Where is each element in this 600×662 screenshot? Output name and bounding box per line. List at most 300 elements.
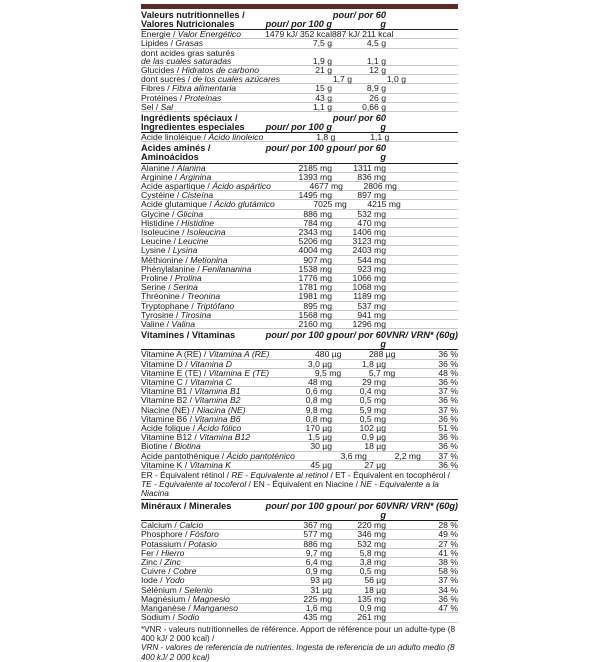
amino-header — [141, 144, 458, 163]
row-label-fr: Magnésium / — [141, 594, 190, 604]
table-row — [141, 320, 458, 329]
value-per-60g: 3123 mg — [332, 237, 386, 245]
special-col1-header: pour/ por 100 g — [260, 123, 332, 132]
value-vnr: 27 % — [386, 540, 458, 548]
row-label-fr: Alanine / — [141, 163, 174, 173]
value-per-100g: 3,0 µg — [260, 360, 332, 368]
row-label-fr: Méthionine / — [141, 255, 188, 265]
value-per-100g: 0,8 mg — [260, 415, 332, 423]
row-label — [141, 49, 260, 65]
minerals-title: Minéraux / Minerales — [141, 502, 260, 519]
value-vnr: 36 % — [386, 442, 458, 450]
row-label — [141, 424, 260, 432]
row-label-fr: Leucine / — [141, 236, 176, 246]
row-label-fr: Cuivre / — [141, 566, 171, 576]
value-vnr: 36 % — [386, 378, 458, 386]
value-vnr: 37 % — [386, 387, 458, 395]
row-label — [141, 164, 260, 172]
row-label-fr: Phénylalanine / — [141, 264, 200, 274]
row-label-es: Manganeso — [193, 603, 238, 613]
value-per-100g: 7,5 g — [260, 39, 332, 47]
vitamins-col3-header: VNR/ VRN* (60g) — [386, 331, 458, 348]
value-per-60g: 887 kJ/ 211 kcal — [332, 30, 393, 38]
amino-title: Acides aminés / Aminoácidos — [141, 144, 260, 161]
value-per-100g: 9,8 mg — [260, 406, 332, 414]
row-label-fr: Vitamine E (TE) / — [141, 368, 206, 378]
vitamins-equivalents-note: ER - Équivalent rétinol / RE - Equivalente al retinol / ET - Équivalent en tocophérol / TE - Equivalente al tocoferol / EN - Équivalent en Niacine / NE - Equivalente a la Niacina — [141, 470, 458, 500]
row-label — [141, 237, 260, 245]
footnote-line-1: *VNR - valeurs nutritionnelles de référence. Apport de référence pour un adulte-type (8 400 kJ/ 2 000 kcal) / — [141, 625, 458, 644]
row-label-es: Fósforo — [190, 529, 219, 539]
row-label-fr: Thréonine / — [141, 291, 184, 301]
row-label — [141, 84, 260, 92]
table-row — [141, 103, 458, 112]
row-label-es: Treonina — [187, 291, 220, 301]
nutrition-col1-header: pour/ por 100 g — [260, 20, 332, 29]
row-label — [141, 200, 275, 208]
row-label — [141, 406, 260, 414]
value-vnr — [386, 613, 458, 621]
row-label-es: Proteínas — [184, 93, 221, 103]
table-row — [141, 49, 458, 66]
value-per-60g: 1,8 µg — [332, 360, 386, 368]
row-label — [141, 66, 260, 74]
value-per-100g: 5206 mg — [260, 237, 332, 245]
value-per-100g: 1,7 g — [280, 75, 352, 83]
row-label-es: Magnesio — [193, 594, 230, 604]
value-per-60g: 1296 mg — [332, 320, 386, 328]
value-per-100g: 225 mg — [260, 595, 332, 603]
row-label-fr: Acide folique / — [141, 423, 195, 433]
value-per-100g: 0,9 mg — [260, 567, 332, 575]
row-label-fr: Protéines / — [141, 93, 182, 103]
value-per-60g: 897 mg — [332, 191, 386, 199]
row-label-fr: Biotine / — [141, 441, 172, 451]
nutrition-col2-header: pour/ por 60 g — [332, 11, 386, 28]
vitamins-rows — [141, 350, 458, 470]
row-label — [141, 265, 260, 273]
row-label — [141, 530, 260, 538]
row-label-fr: Glycine / — [141, 209, 174, 219]
row-label-fr: Histidine / — [141, 218, 179, 228]
value-vnr: 37 % — [421, 452, 458, 460]
value-per-60g: 1,1 g — [335, 133, 389, 141]
row-label — [141, 292, 260, 300]
value-per-60g: 1,0 g — [352, 75, 406, 83]
row-label-es: Potasio — [188, 539, 217, 549]
value-per-100g: 30 µg — [260, 442, 332, 450]
value-per-60g: 29 mg — [332, 378, 386, 386]
row-label-es: Ácido aspártico — [212, 181, 271, 191]
value-per-100g: 1,6 mg — [260, 604, 332, 612]
row-label-fr: Vitamine C / — [141, 377, 188, 387]
row-label — [141, 320, 260, 328]
row-label-es: Histidine — [181, 218, 214, 228]
row-label-es: Vitamina E (TE) — [209, 368, 270, 378]
value-per-100g: 6,4 mg — [260, 558, 332, 566]
value-per-100g: 170 µg — [260, 424, 332, 432]
value-per-100g: 9,7 mg — [260, 549, 332, 557]
special-title-fr: Ingrédients spéciaux / — [141, 114, 260, 123]
value-per-60g: 923 mg — [332, 265, 386, 273]
row-label — [141, 461, 260, 469]
value-per-100g: 2160 mg — [260, 320, 332, 328]
value-per-100g: 1,5 µg — [260, 433, 332, 441]
value-per-100g: 48 mg — [260, 378, 332, 386]
row-label-es: Sodio — [177, 612, 199, 622]
table-row — [141, 567, 458, 576]
row-label-fr: Niacine (NE) / — [141, 405, 194, 415]
value-vnr: 36 % — [386, 360, 458, 368]
row-label — [141, 369, 269, 377]
value-vnr: 37 % — [386, 576, 458, 584]
value-per-60g: 1,1 g — [332, 57, 386, 65]
value-per-60g: 0,9 mg — [332, 604, 386, 612]
vitamins-col1-header: pour/ por 100 g — [260, 331, 332, 348]
row-label-fr: Vitamine D / — [141, 359, 188, 369]
row-label-fr: Potassium / — [141, 539, 186, 549]
row-label-es: Hierro — [161, 548, 184, 558]
row-label-es: Ácido linoleico — [208, 132, 263, 142]
row-label — [141, 350, 269, 358]
value-per-100g: 886 mg — [260, 210, 332, 218]
value-per-60g: 532 mg — [332, 540, 386, 548]
value-per-100g: 1,9 g — [260, 57, 332, 65]
row-label — [141, 396, 260, 404]
value-per-60g: 135 mg — [332, 595, 386, 603]
value-per-60g: 220 mg — [332, 521, 386, 529]
value-per-60g: 12 g — [332, 66, 386, 74]
row-label-es: de los cuales azúcares — [193, 74, 280, 84]
row-label-es: Yodo — [165, 575, 185, 585]
value-per-60g: 1068 mg — [332, 283, 386, 291]
row-label — [141, 521, 260, 529]
minerals-rows — [141, 521, 458, 622]
value-per-100g: 3,6 mg — [295, 452, 367, 460]
value-per-100g: 1776 mg — [260, 274, 332, 282]
vitamins-title: Vitamines / Vitaminas — [141, 331, 260, 348]
nutrition-title-fr: Valeurs nutritionnelles / — [141, 11, 260, 20]
row-label — [141, 415, 260, 423]
row-label-fr: Serine / — [141, 282, 171, 292]
value-per-100g: 0,6 mg — [260, 387, 332, 395]
value-per-60g: 4215 mg — [347, 200, 401, 208]
row-label — [141, 75, 280, 83]
special-title-es: Ingredientes especiales — [141, 123, 260, 132]
row-label-fr: Calcium / — [141, 520, 177, 530]
value-per-60g: 5,7 mg — [341, 369, 395, 377]
row-label-fr: Vitamine B1 / — [141, 386, 192, 396]
value-per-100g: 4004 mg — [260, 246, 332, 254]
value-vnr: 51 % — [386, 424, 458, 432]
row-label — [141, 210, 260, 218]
row-label — [141, 219, 260, 227]
value-per-100g: 1781 mg — [260, 283, 332, 291]
row-label — [141, 182, 271, 190]
row-label — [141, 549, 260, 557]
value-per-100g: 21 g — [260, 66, 332, 74]
minerals-header — [141, 502, 458, 521]
row-label — [141, 442, 260, 450]
row-label-es: Prolina — [175, 273, 202, 283]
row-label-fr: Vitamine B2 / — [141, 395, 192, 405]
row-label-es: Vitamina B6 — [194, 414, 240, 424]
row-label-fr: Tryptophane / — [141, 301, 194, 311]
row-label — [141, 302, 260, 310]
value-per-60g: 288 µg — [341, 350, 395, 358]
value-per-100g: 1,1 g — [260, 103, 332, 111]
row-label-es: Selenio — [184, 585, 213, 595]
value-vnr: 47 % — [386, 604, 458, 612]
value-vnr: 36 % — [386, 396, 458, 404]
row-label — [141, 586, 260, 594]
value-per-100g: 1568 mg — [260, 311, 332, 319]
value-per-100g: 43 g — [260, 94, 332, 102]
row-label-fr: Sélénium / — [141, 585, 182, 595]
value-per-100g: 9,5 mg — [269, 369, 341, 377]
value-vnr: 37 % — [386, 406, 458, 414]
row-label-fr: Vitamine B12 / — [141, 432, 197, 442]
row-label-es: Valina — [171, 319, 195, 329]
vitamins-header — [141, 331, 458, 350]
value-per-100g: 93 µg — [260, 576, 332, 584]
row-label-es: Ácido pantoténico — [227, 451, 295, 461]
value-per-100g: 45 µg — [260, 461, 332, 469]
row-label — [141, 246, 260, 254]
table-row — [141, 94, 458, 103]
row-label-fr: Isoleucine / — [141, 227, 184, 237]
value-per-60g: 5,9 mg — [332, 406, 386, 414]
row-label-es: Ácido fólico — [197, 423, 241, 433]
value-per-60g: 537 mg — [332, 302, 386, 310]
special-col2-header: pour/ por 60 g — [332, 114, 386, 131]
minerals-col3-header: VNR/ VRN* (60g) — [386, 502, 458, 519]
row-label-fr: Vitamine A (RE) / — [141, 349, 206, 359]
row-label-es: Vitamina B2 — [194, 395, 240, 405]
row-label — [141, 228, 260, 236]
value-per-60g: 2806 mg — [343, 182, 397, 190]
row-label-fr: Iode / — [141, 575, 163, 585]
row-label-es: Ácido glutámico — [214, 199, 275, 209]
value-per-60g: 4,5 g — [332, 39, 386, 47]
nutrition-label — [141, 11, 458, 662]
value-per-60g: 8,9 g — [332, 84, 386, 92]
row-label — [141, 30, 260, 38]
minerals-col2-header: pour/ por 60 g — [332, 502, 386, 519]
value-vnr: 36 % — [386, 595, 458, 603]
row-label-fr: Vitamine B6 / — [141, 414, 192, 424]
footnote-line-2: VRN - valores de referencia de nutrientes. Ingesta de referencia de un adulto medio (8 400 kJ/ 2 000 kcal) — [141, 643, 458, 662]
row-label — [141, 576, 260, 584]
value-per-60g: 346 mg — [332, 530, 386, 538]
row-label-fr: Zinc / — [141, 557, 162, 567]
row-label-es: Biotina — [174, 441, 200, 451]
value-per-60g: 26 g — [332, 94, 386, 102]
row-label-es: Zinc — [164, 557, 180, 567]
row-label-es: Grasas — [175, 38, 203, 48]
value-vnr: 36 % — [386, 461, 458, 469]
value-per-60g: 0,66 g — [332, 103, 386, 111]
value-per-60g: 0,5 mg — [332, 396, 386, 404]
amino-rows — [141, 164, 458, 330]
row-label — [141, 94, 260, 102]
row-label-es: Vitamina C — [190, 377, 232, 387]
row-label — [141, 387, 260, 395]
special-rows — [141, 133, 458, 142]
value-per-60g: 3,8 mg — [332, 558, 386, 566]
value-per-60g: 544 mg — [332, 256, 386, 264]
row-label-fr: dont sucres / — [141, 74, 190, 84]
value-per-60g: 2,2 mg — [367, 452, 421, 460]
row-label-es: Alanina — [177, 163, 206, 173]
table-row — [141, 540, 458, 549]
value-per-100g: 1393 mg — [260, 173, 332, 181]
value-per-100g: 1479 kJ/ 352 kcal — [260, 30, 332, 38]
row-label-fr: Proline / — [141, 273, 173, 283]
row-label — [141, 256, 260, 264]
row-label-fr: Vitamine K / — [141, 460, 187, 470]
row-label-fr: Phosphore / — [141, 529, 187, 539]
value-per-60g: 1406 mg — [332, 228, 386, 236]
row-label-fr: Fer / — [141, 548, 159, 558]
row-label-fr: Sodium / — [141, 612, 175, 622]
value-per-60g: 261 mg — [332, 613, 386, 621]
row-label — [141, 452, 295, 460]
row-label-es: Sal — [161, 102, 173, 112]
row-label-fr: Valine / — [141, 319, 169, 329]
value-per-60g: 27 µg — [332, 461, 386, 469]
value-vnr: 36 % — [395, 350, 458, 358]
value-per-100g: 895 mg — [260, 302, 332, 310]
row-label — [141, 540, 260, 548]
row-label-es: Tirosina — [181, 310, 212, 320]
row-label-fr: Lysine / — [141, 245, 170, 255]
row-label-fr: Lipides / — [141, 38, 173, 48]
value-per-60g: 0,5 mg — [332, 415, 386, 423]
row-label — [141, 173, 260, 181]
value-per-100g: 0,8 mg — [260, 396, 332, 404]
row-label-es: Vitamina B12 — [199, 432, 250, 442]
value-per-100g: 1,8 g — [263, 133, 335, 141]
row-label — [141, 433, 260, 441]
row-label-fr: Acide pantothénique / — [141, 451, 224, 461]
row-label-fr: dont acides gras saturés — [141, 48, 235, 58]
row-label — [141, 283, 260, 291]
value-vnr: 36 % — [386, 433, 458, 441]
row-label-es: Vitamina A (RE) — [209, 349, 270, 359]
value-per-60g: 1189 mg — [332, 292, 386, 300]
value-vnr: 36 % — [386, 415, 458, 423]
row-label-es: Lysina — [173, 245, 198, 255]
row-label-es: Isoleucina — [187, 227, 226, 237]
value-per-100g: 435 mg — [260, 613, 332, 621]
value-per-100g: 7025 mg — [275, 200, 347, 208]
value-vnr: 28 % — [386, 521, 458, 529]
value-vnr: 34 % — [386, 586, 458, 594]
value-per-60g: 470 mg — [332, 219, 386, 227]
table-row — [141, 461, 458, 470]
value-per-60g: 0,9 µg — [332, 433, 386, 441]
row-label — [141, 558, 260, 566]
nutrition-title-es: Valores Nutricionales — [141, 20, 260, 29]
row-label-es: Cisteína — [182, 190, 214, 200]
value-per-100g: 4677 mg — [271, 182, 343, 190]
value-per-60g: 1066 mg — [332, 274, 386, 282]
row-label-es: Hidratos de carbono — [182, 65, 259, 75]
value-per-100g: 907 mg — [260, 256, 332, 264]
row-label-es: Fenilananina — [202, 264, 251, 274]
value-per-100g: 886 mg — [260, 540, 332, 548]
value-per-60g: 5,8 mg — [332, 549, 386, 557]
row-label-es: Glicina — [177, 209, 203, 219]
value-per-60g: 836 mg — [332, 173, 386, 181]
value-per-100g: 367 mg — [260, 521, 332, 529]
row-label-es: Valor Energético — [178, 29, 241, 39]
row-label-fr: Tyrosine / — [141, 310, 178, 320]
row-label-es: Triptófano — [196, 301, 234, 311]
value-per-100g: 480 µg — [269, 350, 341, 358]
value-per-100g: 15 g — [260, 84, 332, 92]
row-label — [141, 567, 260, 575]
top-accent-bar — [141, 4, 458, 9]
row-label-es: Leucine — [178, 236, 208, 246]
special-header — [141, 114, 458, 133]
value-per-100g: 784 mg — [260, 219, 332, 227]
value-per-100g: 2185 mg — [260, 164, 332, 172]
row-label-fr: Manganèse / — [141, 603, 191, 613]
row-label — [141, 360, 260, 368]
value-per-60g: 941 mg — [332, 311, 386, 319]
vitamins-col2-header: pour/ por 60 g — [332, 331, 386, 348]
table-row — [141, 613, 458, 622]
value-vnr: 58 % — [386, 567, 458, 575]
value-vnr: 49 % — [386, 530, 458, 538]
minerals-col1-header: pour/ por 100 g — [260, 502, 332, 519]
nutrition-rows — [141, 30, 458, 112]
row-label-es: Vitamina K — [190, 460, 231, 470]
row-label-fr: Arginine / — [141, 172, 177, 182]
row-label-fr: Fibres / — [141, 83, 170, 93]
row-label-fr: Cystéine / — [141, 190, 179, 200]
value-per-100g: 1495 mg — [260, 191, 332, 199]
value-per-60g: 18 µg — [332, 586, 386, 594]
amino-col1-header: pour/ por 100 g — [260, 144, 332, 161]
value-per-60g: 0,4 mg — [332, 387, 386, 395]
value-per-100g: 577 mg — [260, 530, 332, 538]
value-per-60g: 2403 mg — [332, 246, 386, 254]
row-label-es: Serina — [173, 282, 198, 292]
row-label-es: Calcio — [179, 520, 203, 530]
row-label-es: Arginina — [180, 172, 212, 182]
row-label-fr: Glucides / — [141, 65, 179, 75]
nutrition-header — [141, 11, 458, 30]
value-per-60g: 532 mg — [332, 210, 386, 218]
row-label-fr: Acide aspartique / — [141, 181, 210, 191]
row-label — [141, 311, 260, 319]
value-per-60g: 18 µg — [332, 442, 386, 450]
row-label — [141, 274, 260, 282]
row-label-fr: Energie / — [141, 29, 175, 39]
value-per-60g: 1311 mg — [332, 164, 386, 172]
row-label-es: Cobre — [173, 566, 196, 576]
row-label-es: Vitamina D — [190, 359, 232, 369]
row-label-es: Metionina — [190, 255, 227, 265]
row-label — [141, 613, 260, 621]
row-label — [141, 604, 260, 612]
value-per-100g: 1981 mg — [260, 292, 332, 300]
row-label — [141, 103, 260, 111]
value-vnr: 41 % — [386, 549, 458, 557]
